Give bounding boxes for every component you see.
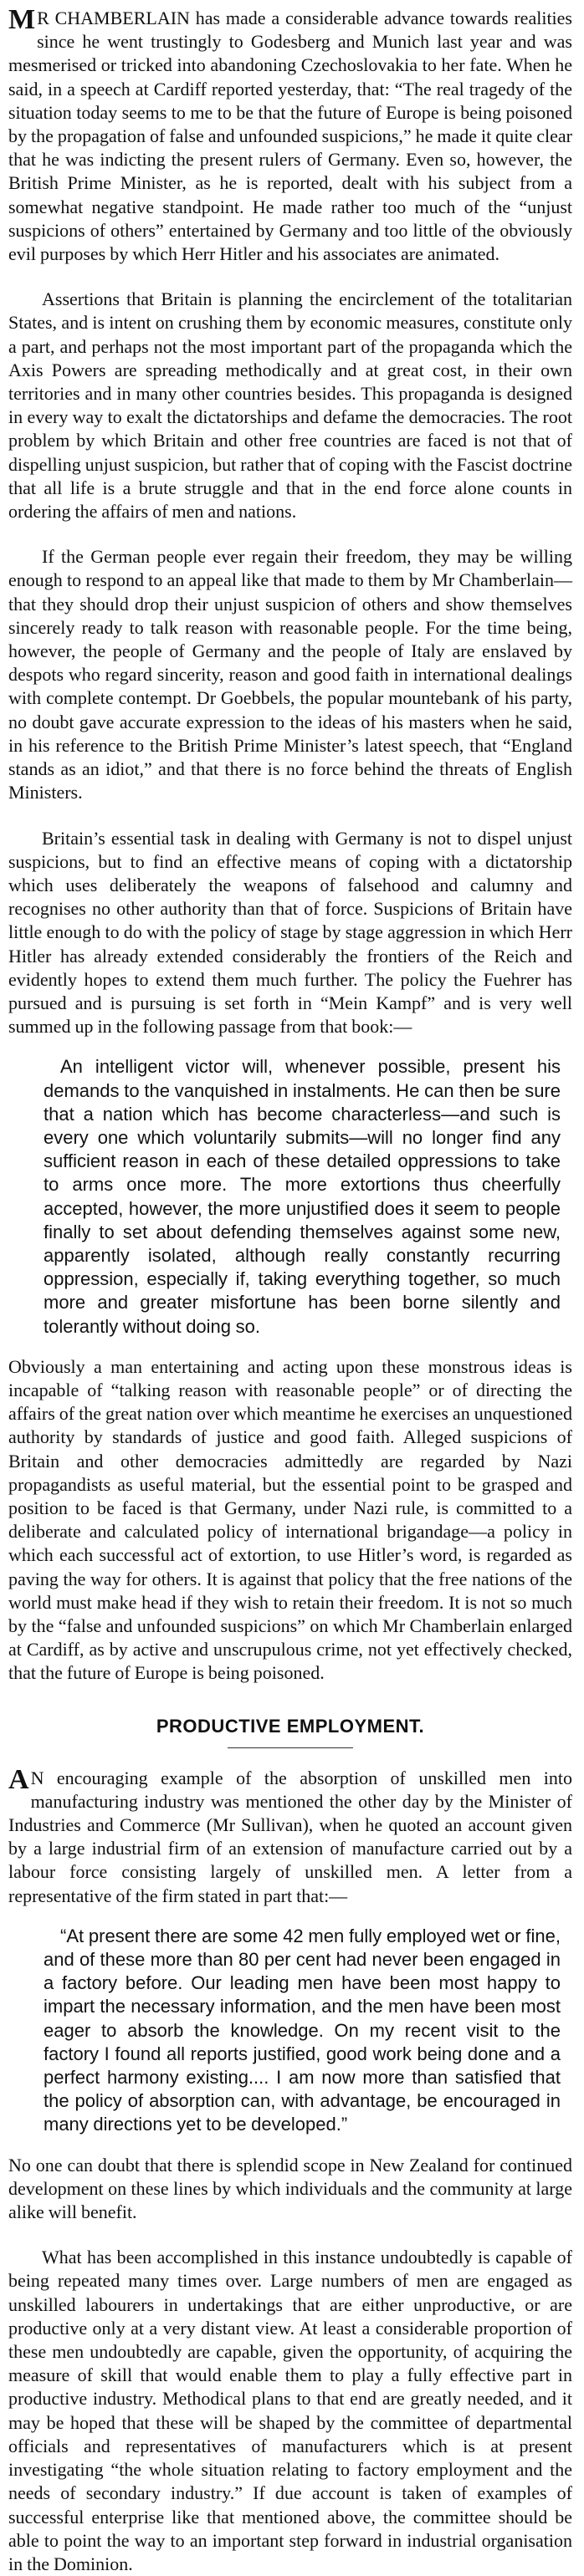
paragraph-7: No one can doubt that there is splendid scope in New Zealand for continued development on these lines by which individuals and the community at large alike will benefit. (8, 2154, 572, 2223)
paragraph-8: What has been accomplished in this instance undoubtedly is capable of being repeated many times over. Large numbers of men are engaged as unskilled labourers in undertakings that are either unproductive, or are productive only at a very distant view. At least a considerable proportion of these men undoubtedly are capable, given the opportunity, of acquiring the measure of skill that would enable them to play a fully effective part in productive industry. Methodical plans to that end are greatly needed, and it may be hoped that these will be shaped by the committee of departmental officials and representatives of manufacturers which is at present investigating “the whole situation relating to factory employment and the needs of secondary industry.” If due account is taken of examples of successful enterprise like that mentioned above, the committee should be able to point the way to an important step forward in industrial organisation in the Dominion. (8, 2247, 572, 2574)
firm-letter-quote: “At present there are some 42 men fully employed wet or fine, and of these more than 80 per cent had never been engaged in a factory before. Our leading men have been most happy to impart the necessary information, and the men have been most eager to absorb the knowledge. On my recent visit to the factory I found all reports justified, good work being done and a perfect harmony existing.... I am now more than satisfied that the policy of absorption can, with advantage, be encouraged in many directions yet to be developed.” (44, 1925, 561, 2135)
paragraph-2: Assertions that Britain is planning the encirclement of the totalitarian States, and is intent on crushing them by economic measures, constitute only a part, and perhaps not the most important part of the propaganda which the Axis Powers are spreading methodically and at great cost, in their own territories and in many other countries besides. This propaganda is designed in every way to exalt the dictatorships and defame the democracies. The root problem by which Britain and other free countries are faced is not that of dispelling unjust suspicion, but rather that of coping with the Fascist doctrine that all life is a brute struggle and that in the end force alone counts in ordering the affairs of men and nations. (8, 288, 572, 523)
paragraph-5: Obviously a man entertaining and acting upon these monstrous ideas is incapable of “talking reason with reasonable people” or of directing the affairs of the great nation over which meantime he exercises an unquestioned authority by standards of justice and good faith. Alleged suspicions of Britain and other democracies admittedly are regarded by Nazi propagandists as useful material, but the essential point to be grasped and position to be faced is that Germany, under Nazi rule, is committed to a deliberate and calculated policy of international brigandage—a policy in which each successful act of extortion, to use Hitler’s word, is regarded as paving the way for others. It is against that policy that the free nations of the world must make head if they wish to retain their freedom. It is not so much by the “false and unfounded suspicions” on which Mr Chamberlain enlarged at Cardiff, as by active and unscrupulous crime, not yet effectively checked, that the future of Europe is being poisoned. (8, 1355, 573, 1684)
drop-cap: M (8, 4, 36, 35)
paragraph-3: If the German people ever regain their freedom, they may be willing enough to respond to an appeal like that made to them by Mr Chamberlain—that they should drop their unjust suspicion of others and show themselves sincerely ready to talk reason with reasonable people. For the time being, however, the people of Germany and the people of Italy are enslaved by despots who regard sincerity, reason and good faith in international dealings with complete contempt. Dr Goebbels, the popular mountebank of his party, no doubt gave accurate expression to the ideas of his masters when he said, in his reference to the British Prime Minister’s latest speech, that “England stands as an idiot,” and that there is no force behind the threats of English Ministers. (8, 546, 572, 803)
section-heading: PRODUCTIVE EMPLOYMENT. (156, 1715, 425, 1737)
paragraph-1: M R CHAMBERLAIN has made a considerable advance towards realities since he went trustingly to Godesberg and Munich last year and was mesmerised or tricked into abandoning Czechoslovakia to her fate. When he said, in a speech at Cardiff reported yesterday, that: “The real tragedy of the situation today seems to me to be that the future of Europe is being poisoned by the propagation of false and unfounded suspicions,” he made it quite clear that he was indicting the present rulers of Germany. Even so, however, the British Prime Minister, as he is reported, dealt with his subject from a somewhat negative standpoint. He made rather too much of the “unjust suspicions of others” entertained by Germany and too little of the obviously evil purposes by which Herr Hitler and his associates are animated. (8, 4, 572, 265)
editorial-chamberlain (8, 4, 573, 1686)
mein-kampf-quote: An intelligent victor will, whenever possible, present his demands to the vanquished in instalments. He can then be sure that a nation which has become characterless—and such is every one which voluntarily submits—will no longer find any sufficient reason in each of these detailed oppressions to take to arms once more. The more extortions thus cheerfully accepted, however, the more unjustified does it seem to people finally to set about defending themselves against some new, apparently isolated, although really constantly recurring oppression, especially if, taking everything together, so much more and greater misfortune has been borne silently and tolerantly without doing so. (44, 1056, 561, 1337)
paragraph-6: A N encouraging example of the absorption of unskilled men into manufacturing industry was mentioned the other day by the Minister of Industries and Commerce (Mr Sullivan), when he quoted an account given by a large industrial firm of an extension of manufacture carried out by a labour force consisting largely of unskilled men. A letter from a representative of the firm stated in part that:— (8, 1763, 572, 1906)
drop-cap-a: A (8, 1763, 29, 1795)
editorial-productive-employment (8, 1763, 572, 2576)
paragraph-4: Britain’s essential task in dealing with Germany is not to dispel unjust suspicions, but to find an effective means of coping with a dictatorship which uses deliberately the weapons of falsehood and calumny and recognises no other authority than that of force. Suspicions of Britain have little enough to do with the policy of stage by stage aggression in which Herr Hitler has already extended considerably the frontiers of the Reich and evidently hopes to extend them much further. The policy the Fuehrer has pursued and is pursuing is set forth in “Mein Kampf” and is very well summed up in the following passage from that book:— (8, 827, 572, 1038)
